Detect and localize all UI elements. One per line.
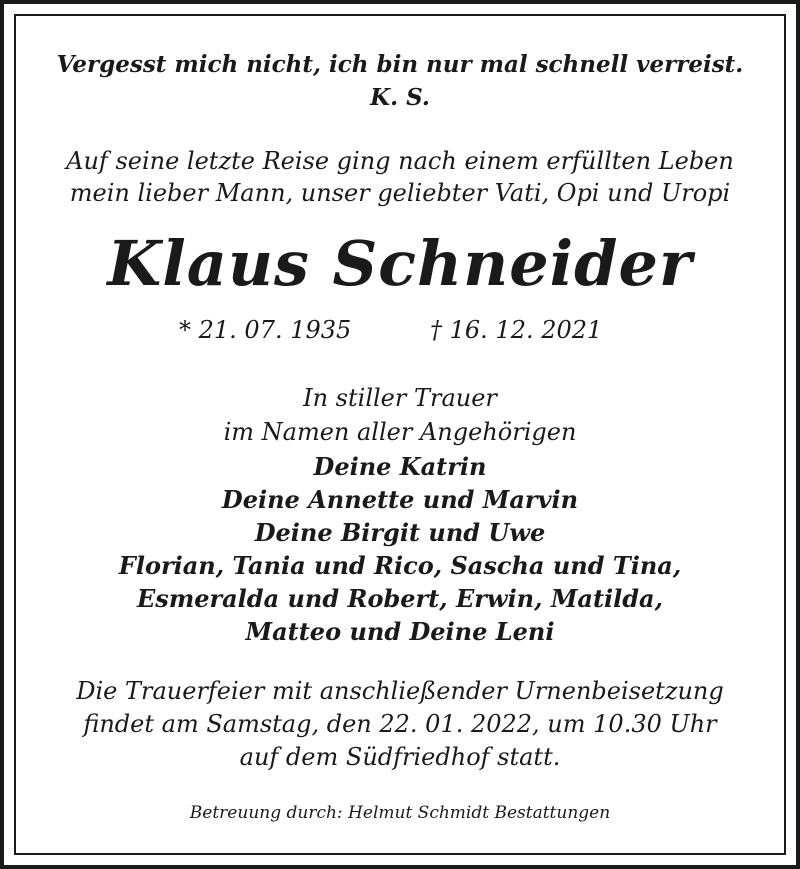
family-line: Deine Birgit und Uwe [254, 518, 546, 547]
intro-line-2: mein lieber Mann, unser geliebter Vati, Opi und Uropi [69, 179, 731, 207]
funeral-line-2: findet am Samstag, den 22. 01. 2022, um 10.30 Uhr [83, 710, 717, 738]
undertaker-credit: Betreuung durch: Helmut Schmidt Bestattungen [189, 803, 611, 823]
motto-author: K. S. [370, 84, 430, 111]
life-dates [4, 316, 796, 346]
funeral-line-3: auf dem Südfriedhof statt. [239, 743, 561, 771]
family-line: Florian, Tania und Rico, Sascha und Tina, [118, 551, 682, 580]
mourning-line-2: im Namen aller Angehörigen [223, 418, 577, 446]
intro-line-1: Auf seine letzte Reise ging nach einem erfüllten Leben [66, 147, 734, 175]
death-date: † 16. 12. 2021 [430, 316, 603, 344]
mourning-line-1: In stiller Trauer [303, 384, 497, 412]
birth-date: * 21. 07. 1935 [179, 316, 352, 344]
family-line: Matteo und Deine Leni [245, 617, 555, 646]
family-line: Deine Annette und Marvin [221, 485, 579, 514]
motto-quote: Vergesst mich nicht, ich bin nur mal schnell verreist. [56, 51, 744, 78]
family-line: Esmeralda und Robert, Erwin, Matilda, [137, 584, 663, 613]
obituary-content [4, 4, 796, 865]
family-line: Deine Katrin [313, 452, 487, 481]
deceased-name: Klaus Schneider [107, 227, 693, 300]
funeral-line-1: Die Trauerfeier mit anschließender Urnenbeisetzung [76, 677, 724, 705]
